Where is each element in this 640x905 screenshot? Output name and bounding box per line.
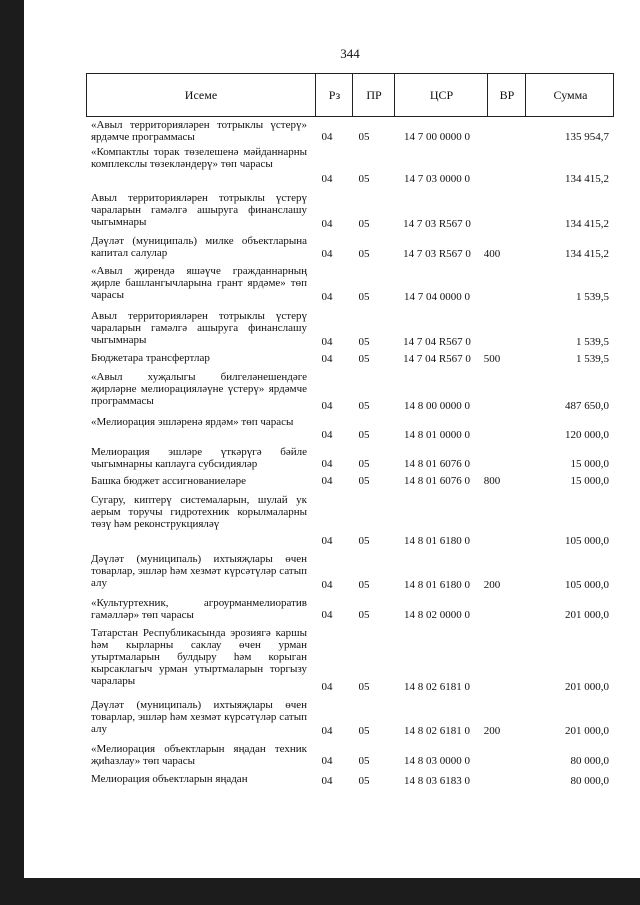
row-sum: 105 000,0 bbox=[565, 535, 609, 547]
row-vr: 800 bbox=[483, 475, 501, 487]
row-csr: 14 8 02 6181 0 bbox=[404, 681, 470, 693]
row-pr: 05 bbox=[358, 609, 370, 621]
row-csr: 14 8 02 6181 0 bbox=[404, 725, 470, 737]
row-pr: 05 bbox=[358, 248, 370, 260]
table-row bbox=[86, 553, 614, 591]
table-row bbox=[86, 475, 614, 487]
row-pr: 05 bbox=[358, 400, 370, 412]
row-sum: 201 000,0 bbox=[565, 609, 609, 621]
row-vr: 400 bbox=[483, 248, 501, 260]
row-name: Дәүләт (муниципаль) милке объектларына капитал салулар bbox=[91, 235, 307, 259]
row-sum: 80 000,0 bbox=[570, 775, 609, 787]
row-name: Бюджетара трансфертлар bbox=[91, 352, 210, 364]
row-rz: 04 bbox=[321, 353, 333, 365]
row-pr: 05 bbox=[358, 475, 370, 487]
header-pr: ПР bbox=[352, 74, 395, 116]
row-name: Башка бюджет ассигнованиеләре bbox=[91, 475, 246, 487]
row-pr: 05 bbox=[358, 173, 370, 185]
table-row bbox=[86, 146, 614, 185]
row-name: Татарстан Республикасында эрозиягә каршы һәм кырларны саклау өчен урман утыртмаларын булдыру һәм корыган кырсаклагыч урман утыртмаларын торгызу чаралары bbox=[91, 627, 307, 687]
row-csr: 14 7 04 R567 0 bbox=[403, 353, 471, 365]
row-csr: 14 8 03 6183 0 bbox=[404, 775, 470, 787]
row-sum: 15 000,0 bbox=[570, 475, 609, 487]
row-csr: 14 8 00 0000 0 bbox=[404, 400, 470, 412]
header-csr: ЦСР bbox=[394, 74, 488, 116]
header-sum: Сумма bbox=[525, 74, 615, 116]
row-pr: 05 bbox=[358, 131, 370, 143]
row-csr: 14 7 04 R567 0 bbox=[403, 336, 471, 348]
row-csr: 14 8 02 0000 0 bbox=[404, 609, 470, 621]
table-row bbox=[86, 773, 614, 787]
table-row bbox=[86, 371, 614, 412]
row-rz: 04 bbox=[321, 475, 333, 487]
table-row bbox=[86, 446, 614, 470]
row-rz: 04 bbox=[321, 218, 333, 230]
table-row bbox=[86, 265, 614, 303]
table-row bbox=[86, 119, 614, 143]
row-rz: 04 bbox=[321, 579, 333, 591]
row-pr: 05 bbox=[358, 218, 370, 230]
row-rz: 04 bbox=[321, 755, 333, 767]
row-rz: 04 bbox=[321, 458, 333, 470]
row-rz: 04 bbox=[321, 400, 333, 412]
row-sum: 134 415,2 bbox=[565, 248, 609, 260]
table-row bbox=[86, 627, 614, 693]
row-name: «Авыл хуҗалыгы билгеләнешендәге җирләрне мелиорацияләүне үстерү» ярдәмче программасы bbox=[91, 371, 307, 407]
row-pr: 05 bbox=[358, 755, 370, 767]
row-sum: 15 000,0 bbox=[570, 458, 609, 470]
row-sum: 201 000,0 bbox=[565, 681, 609, 693]
row-sum: 80 000,0 bbox=[570, 755, 609, 767]
row-name: Дәүләт (муниципаль) ихтыяҗлары өчен товарлар, эшләр һәм хезмәт күрсәтүләр сатып алу bbox=[91, 699, 307, 735]
row-rz: 04 bbox=[321, 336, 333, 348]
row-vr: 200 bbox=[483, 725, 501, 737]
row-sum: 135 954,7 bbox=[565, 131, 609, 143]
row-name: «Компактлы торак төзелешенә мәйданнарны комплекслы төзекләндерү» төп чарасы bbox=[91, 146, 307, 170]
header-vr: ВР bbox=[487, 74, 526, 116]
row-sum: 134 415,2 bbox=[565, 218, 609, 230]
row-pr: 05 bbox=[358, 681, 370, 693]
row-rz: 04 bbox=[321, 775, 333, 787]
row-name: «Мелиорация эшләренә ярдәм» төп чарасы bbox=[91, 416, 294, 428]
page-number: 344 bbox=[340, 46, 360, 61]
row-sum: 105 000,0 bbox=[565, 579, 609, 591]
table-row bbox=[86, 352, 614, 365]
row-sum: 120 000,0 bbox=[565, 429, 609, 441]
table-row bbox=[86, 310, 614, 348]
row-csr: 14 7 03 R567 0 bbox=[403, 218, 471, 230]
row-csr: 14 8 01 6076 0 bbox=[404, 458, 470, 470]
scan-edge-left bbox=[0, 0, 24, 905]
scan-edge-bottom bbox=[0, 878, 640, 905]
row-pr: 05 bbox=[358, 535, 370, 547]
row-pr: 05 bbox=[358, 458, 370, 470]
row-rz: 04 bbox=[321, 725, 333, 737]
table-row bbox=[86, 743, 614, 767]
row-sum: 1 539,5 bbox=[576, 336, 609, 348]
row-name: Мелиорация объектларын яңадан bbox=[91, 773, 248, 785]
row-rz: 04 bbox=[321, 609, 333, 621]
row-rz: 04 bbox=[321, 173, 333, 185]
row-csr: 14 8 01 6180 0 bbox=[404, 535, 470, 547]
row-rz: 04 bbox=[321, 681, 333, 693]
row-csr: 14 7 03 0000 0 bbox=[404, 173, 470, 185]
row-csr: 14 8 01 0000 0 bbox=[404, 429, 470, 441]
table-row bbox=[86, 235, 614, 260]
row-sum: 487 650,0 bbox=[565, 400, 609, 412]
row-name: «Авыл территорияләрен тотрыклы үстерү» ярдәмче программасы bbox=[91, 119, 307, 143]
row-name: Авыл территорияләрен тотрыклы үстерү чараларын гамәлгә ашыруга финанслашу чыгымнары bbox=[91, 192, 307, 228]
table-row bbox=[86, 699, 614, 737]
row-csr: 14 8 01 6180 0 bbox=[404, 579, 470, 591]
row-sum: 1 539,5 bbox=[576, 291, 609, 303]
row-pr: 05 bbox=[358, 336, 370, 348]
row-name: Мелиорация эшләре үткәрүгә бәйле чыгымнарны каплауга субсидияләр bbox=[91, 446, 307, 470]
table-row bbox=[86, 494, 614, 547]
header-rz: Рз bbox=[315, 74, 353, 116]
row-vr: 500 bbox=[483, 353, 501, 365]
row-csr: 14 7 04 0000 0 bbox=[404, 291, 470, 303]
row-rz: 04 bbox=[321, 131, 333, 143]
table-row bbox=[86, 416, 614, 441]
row-pr: 05 bbox=[358, 429, 370, 441]
row-sum: 1 539,5 bbox=[576, 353, 609, 365]
row-rz: 04 bbox=[321, 291, 333, 303]
row-sum: 134 415,2 bbox=[565, 173, 609, 185]
row-rz: 04 bbox=[321, 429, 333, 441]
row-name: «Культуртехник, агроурманмелиоратив гамәлләр» төп чарасы bbox=[91, 597, 307, 621]
row-csr: 14 8 03 0000 0 bbox=[404, 755, 470, 767]
row-name: «Мелиорация объектларын яңадан техник җиһазлау» төп чарасы bbox=[91, 743, 307, 767]
row-pr: 05 bbox=[358, 579, 370, 591]
row-pr: 05 bbox=[358, 291, 370, 303]
table-header bbox=[86, 73, 614, 117]
table-row bbox=[86, 597, 614, 621]
row-pr: 05 bbox=[358, 725, 370, 737]
row-rz: 04 bbox=[321, 535, 333, 547]
table-row bbox=[86, 192, 614, 230]
row-pr: 05 bbox=[358, 353, 370, 365]
row-csr: 14 8 01 6076 0 bbox=[404, 475, 470, 487]
row-name: Дәүләт (муниципаль) ихтыяҗлары өчен товарлар, эшләр һәм хезмәт күрсәтүләр сатып алу bbox=[91, 553, 307, 589]
row-name: «Авыл җирендә яшәүче гражданнарның җирле башлангычларына грант ярдәме» төп чарасы bbox=[91, 265, 307, 301]
row-pr: 05 bbox=[358, 775, 370, 787]
row-name: Авыл территорияләрен тотрыклы үстерү чараларын гамәлгә ашыруга финанслашу чыгымнары bbox=[91, 310, 307, 346]
row-rz: 04 bbox=[321, 248, 333, 260]
row-sum: 201 000,0 bbox=[565, 725, 609, 737]
row-csr: 14 7 00 0000 0 bbox=[404, 131, 470, 143]
header-name: Исеме bbox=[184, 88, 218, 102]
row-csr: 14 7 03 R567 0 bbox=[403, 248, 471, 260]
row-name: Сугару, киптерү системаларын, шулай ук аерым торучы гидротехник корылмаларны төзү һәм реконструкцияләү bbox=[91, 494, 307, 530]
row-vr: 200 bbox=[483, 579, 501, 591]
